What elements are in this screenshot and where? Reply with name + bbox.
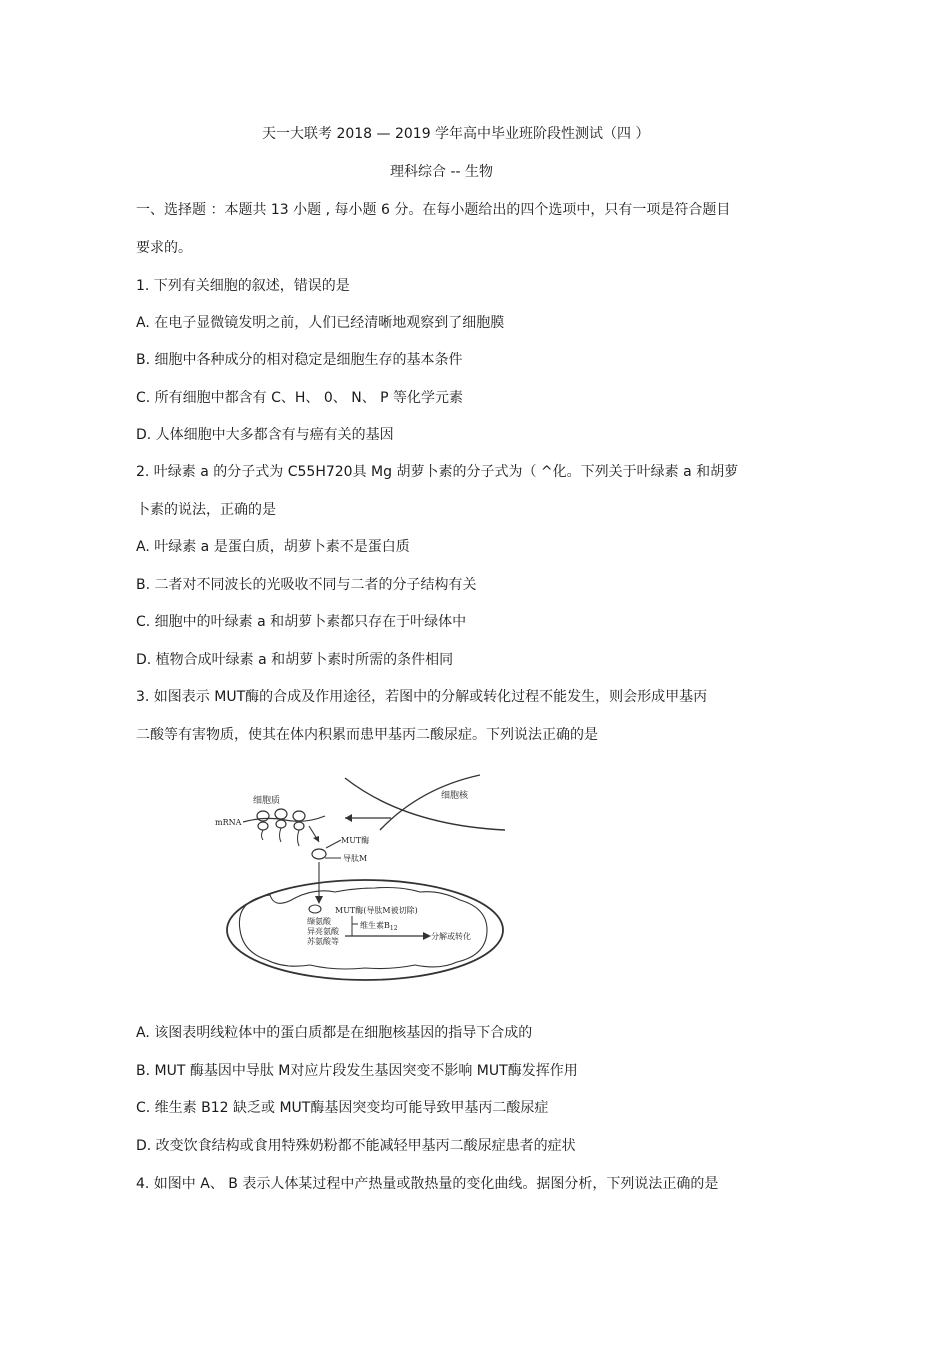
- q2-stem: 2. 叶绿素 a 的分子式为 C55H720具 Mg 胡萝卜素的分子式为（ ^化。下列关于叶绿素 a 和胡萝: [136, 464, 739, 480]
- valine-label: 缬氨酸: [307, 917, 331, 926]
- threonine-label: 苏氨酸等: [307, 937, 339, 946]
- cytoplasm-label: 细胞质: [253, 796, 281, 806]
- peptide-chain-3: [298, 830, 300, 846]
- import-arrow-head: [315, 896, 323, 904]
- q1-option-b: B. 细胞中各种成分的相对稳定是细胞生存的基本条件: [136, 352, 463, 368]
- enzyme-label-leader: [326, 840, 341, 848]
- ribosome-3: [293, 811, 305, 821]
- peptide-m-label: 导肽M: [343, 854, 368, 863]
- ribosome-1: [257, 811, 269, 821]
- nucleus-label: 细胞核: [441, 791, 469, 801]
- q4-stem: 4. 如图中 A、 B 表示人体某过程中产热量或散热量的变化曲线。据图分析，下列说法正确的是: [136, 1176, 719, 1192]
- exam-title: 天一大联考 2018 — 2019 学年高中毕业班阶段性测试（四 ）: [262, 126, 650, 142]
- ribosome-3-small: [294, 822, 304, 830]
- q3-option-d: D. 改变饮食结构或食用特殊奶粉都不能减轻甲基丙二酸尿症患者的症状: [136, 1138, 576, 1154]
- q1-stem: 1. 下列有关细胞的叙述，错误的是: [136, 278, 350, 294]
- q2-stem-cont: 卜素的说法，正确的是: [136, 502, 276, 518]
- section-intro-cont: 要求的。: [136, 240, 192, 256]
- ribosome-2: [275, 809, 287, 819]
- q1-option-a: A. 在电子显微镜发明之前，人们已经清晰地观察到了细胞膜: [136, 315, 505, 331]
- q3-stem-cont: 二酸等有害物质，使其在体内积累而患甲基丙二酸尿症。下列说法正确的是: [136, 727, 598, 743]
- q3-option-a: A. 该图表明线粒体中的蛋白质都是在细胞核基因的指导下合成的: [136, 1025, 533, 1041]
- q2-option-b: B. 二者对不同波长的光吸收不同与二者的分子结构有关: [136, 577, 477, 593]
- decompose-convert-label: 分解或转化: [431, 932, 471, 941]
- ribosome-1-small: [258, 822, 268, 830]
- q2-option-d: D. 植物合成叶绿素 a 和胡萝卜素时所需的条件相同: [136, 652, 454, 668]
- ribosome-2-small: [276, 820, 286, 828]
- conversion-arrow-head: [423, 932, 431, 940]
- q2-option-a: A. 叶绿素 a 是蛋白质，胡萝卜素不是蛋白质: [136, 539, 410, 555]
- vitamin-b12-label: 维生素$B_{12}$: [360, 921, 398, 932]
- nucleus-membrane-outer: [345, 778, 505, 830]
- mut-enzyme-pathway-diagram: [195, 770, 515, 985]
- mut-enzyme-label: MUT酶: [341, 836, 370, 845]
- mut-enzyme-cleaved-shape: [309, 905, 321, 913]
- export-arrow-head: [345, 814, 352, 822]
- section-intro: 一、选择题 ：本题共 13 小题 , 每小题 6 分。在每小题给出的四个选项中，只有一项是符合题目: [136, 202, 731, 218]
- nucleus-membrane-inner: [380, 775, 480, 830]
- peptide-chain-2: [280, 828, 282, 842]
- q3-option-b: B. MUT 酶基因中导肽 M对应片段发生基因突变不影响 MUT酶发挥作用: [136, 1063, 578, 1079]
- q3-stem: 3. 如图表示 MUT酶的合成及作用途径，若图中的分解或转化过程不能发生，则会形成甲基丙: [136, 689, 708, 705]
- exam-subtitle: 理科综合 -- 生物: [390, 164, 494, 180]
- mrna-label: mRNA: [215, 818, 242, 827]
- q1-option-d: D. 人体细胞中大多都含有与癌有关的基因: [136, 427, 394, 443]
- q3-option-c: C. 维生素 B12 缺乏或 MUT酶基因突变均可能导致甲基丙二酸尿症: [136, 1100, 549, 1116]
- q2-option-c: C. 细胞中的叶绿素 a 和胡萝卜素都只存在于叶绿体中: [136, 614, 467, 630]
- mut-enzyme-cleaved-label: MUT酶(导肽M被切除): [335, 906, 418, 915]
- q1-option-c: C. 所有细胞中都含有 C、H、 0、 N、 P 等化学元素: [136, 390, 464, 406]
- peptide-chain-1: [262, 830, 264, 840]
- mut-enzyme-shape: [312, 849, 326, 859]
- isoleucine-label: 异亮氨酸: [307, 927, 339, 936]
